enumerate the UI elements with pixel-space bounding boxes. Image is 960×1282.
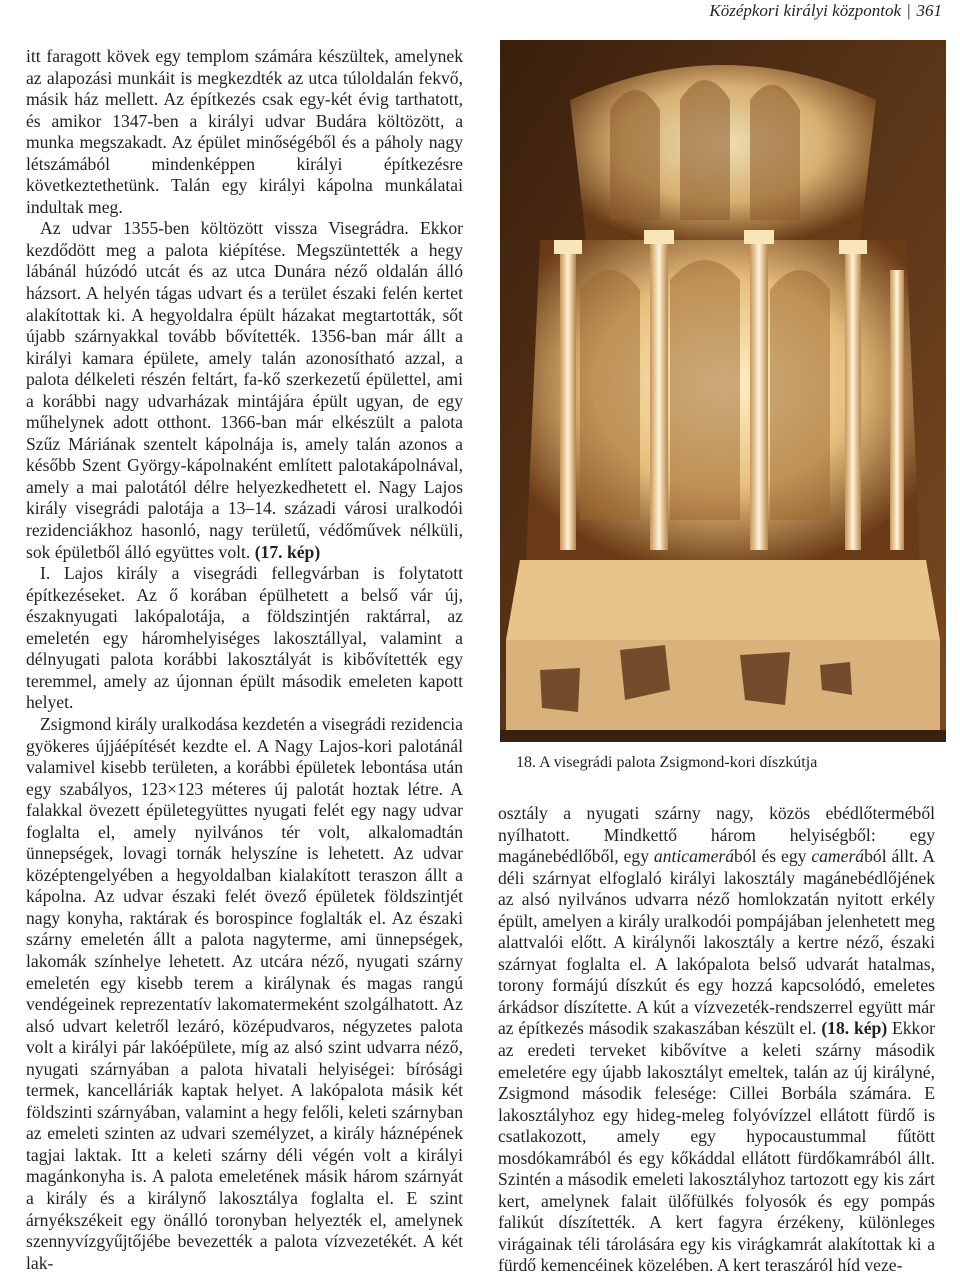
paragraph: itt faragott kövek egy templom számára készültek, amelynek az alapozási munkáit is megkezdték az utca túloldalán fekvő, másik ház mellett. Az építkezés csak egy-két évig tarthatott, és amikor 1347-ben a királyi udvar Budára költözött, a munka megszakadt. Az épület minőségéből és a páholy nagy létszámából mindenképpen királyi építkezésre következtethetünk. Talán egy királyi kápolna munkálatai indultak meg.	[26, 46, 463, 217]
running-header	[709, 0, 942, 24]
page-number: 361	[916, 1, 942, 20]
paragraph-text: ból és egy	[734, 846, 812, 867]
header-separator: |	[907, 1, 911, 20]
left-text-column	[26, 46, 463, 1274]
figure-reference: (17. kép)	[254, 541, 321, 562]
paragraph	[26, 218, 463, 563]
paragraph: Zsigmond király uralkodása kezdetén a visegrádi rezidencia gyökeres újjáépítését kezdte el. A Nagy Lajos-kori palotánál valamivel kisebb területen, a korábbi épületek lebontása után egy szabályos, 123×123 méteres új palotát hoztak létre. A falakkal övezett épületegyüttes nyugati felét egy nagy udvar foglalta el, amely nyilvános tér volt, alkalomadtán ünnepségek, lovagi tornák helyszíne is lehetett. Az udvar középtengelyében a hegyoldalban kialakított teraszon állt a kápolna. Az udvar északi felét övező épületek földszintjét nagy konyha, raktárak és borospince foglalták el. Az északi szárny emeletén állt a palota nagyterme, ami ünnepségek, lakomák színhelye lehetett. Az utcára néző, nyugati szárny emeletén egy kisebb terem a királynak és magas rangú vendégeinek reprezentatív lakomatermeként szolgálhatott. Az alsó udvart keletről lezáró, középudvaros, négyzetes palota volt a királyi pár lakóépülete, míg az alsó szint udvarra néző, nyugati szárnyában a palota hivatali helyiségei: bírósági termek, kancelláriák kaptak helyet. A lakópalota másik két földszinti szárnyában, valamint a hegy felőli, keleti szárnyban az emeleti szinten az udvari személyzet, a király háznépének tagjai laktak. Itt a keleti szárny déli végén volt a királyi magánkonyha is. A palota emeletének másik három szárnyát a király és a királynő lakosztálya foglalta el. E szint árnyékszékeit egy önálló toronyban helyezték el, amelynek szennyvízgyűjtőjébe bevezették a palota vízvezetékét. A két lak-	[26, 713, 463, 1273]
paragraph-text: Ekkor az eredeti terveket kibővítve a keleti szárny második emeletére egy újabb lakosztályt emeltek, talán az új királyné, Zsigmond második felesége: Cillei Borbála számára. E lakosztályhoz egy hideg-meleg folyóvízzel ellátott fürdő is csatlakozott, amely egy hypocaustummal fűtött mosdókamrából és egy kőkáddal ellátott fürdőkamrából állt. Szintén a második emeleti lakosztályhoz tartozott egy kis zárt kert, amelynek falait ülőfülkés folyosók és egy pompás falikút díszítették. A kert fagyra érzékeny, különleges virágainak téli tárolására egy kis virágkamrát alakítottak ki a fürdő kemencéinek közelében. A kert teraszáról híd veze-	[498, 1018, 935, 1276]
right-text-column	[498, 803, 935, 1277]
figure-caption: 18. A visegrádi palota Zsigmond-kori díszkútja	[516, 754, 818, 771]
fountain-photo	[500, 40, 946, 742]
paragraph-text: osztály a nyugati szárny nagy, közös ebédlőterméből nyílhatott. Mindkettő három helyiségből: egy magánebédlőből, egy	[498, 803, 935, 867]
italic-term: camerá	[811, 846, 865, 867]
paragraph-text: Az udvar 1355-ben költözött vissza Visegrádra. Ekkor kezdődött meg a palota kiépítése. Megszüntették a hegy lábánál húzódó utcát és az utca Dunára néző oldalán álló házsort. A helyén tágas udvart és a terület északi felén kertet alakítottak ki. A hegyoldalra épült házakat megtartották, sőt újabb szárnyakkal tovább bővítették. 1356-ban már állt a királyi kamara épülete, amely talán azonosítható azzal, a palota délkeleti részén feltárt, fa-kő szerkezetű épülettel, ami a korábbi nagy udvarházak mintájára épült ugyan, de egy műhelynek adott otthont. 1366-ban már elkészült a palota Szűz Máriának szentelt kápolnája is, amely talán azonos a később Szent György-kápolnaként említett palotakápolnával, amely a mai palotától délre helyezkedhetett el. Nagy Lajos király visegrádi palotája a 13–14. századi városi uralkodói rezidenciákhoz hasonló, nagy területű, védőművek nélküli, sok épületből álló együttes volt.	[26, 218, 463, 562]
section-title: Középkori királyi központok	[709, 1, 902, 20]
figure-reference: (18. kép)	[821, 1018, 888, 1039]
paragraph	[498, 803, 935, 1277]
paragraph: I. Lajos király a visegrádi fellegvárban is folytatott építkezéseket. Az ő korában épülhetett a belső vár új, északnyugati lakópalotája, a földszintjén raktárral, az emeletén egy háromhelyiséges lakosztállyal, valamint a délnyugati palota korábbi lakosztályát is kibővítették egy teremmel, amely az újonnan épült második emeleten kapott helyet.	[26, 563, 463, 713]
paragraph-text: ból állt. A déli szárnyat elfoglaló királyi lakosztály magánebédlőjének az alsó nyilvános udvarra néző homlokzatán nyitott erkély épült, amelyen a király uralkodói pompájában jelenhetett meg alattvalói előtt. A királynői lakosztály a kertre néző, északi szárnyat foglalta el. A lakópalota belső udvarát hatalmas, torony formájú díszkút és egy hozzá kapcsolódó, emeletes árkádsor díszítette. A kút a vízvezeték-rendszerrel együtt már az építkezés második szakaszában készült el.	[498, 846, 936, 1039]
fountain-illustration	[500, 40, 946, 742]
italic-term: anticamerá	[653, 846, 735, 867]
